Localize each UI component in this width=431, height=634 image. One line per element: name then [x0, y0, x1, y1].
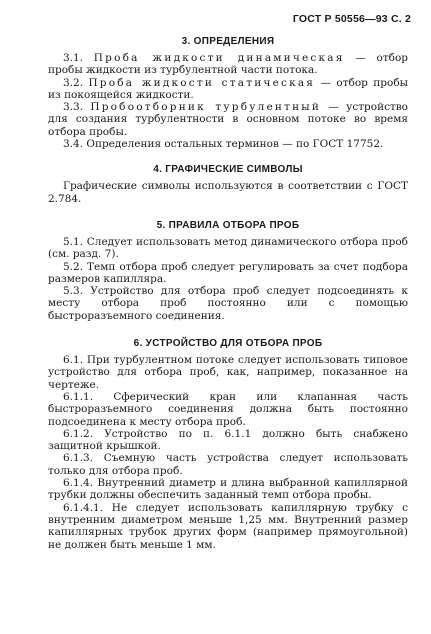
page-header: ГОСТ Р 50556—93 С. 2 — [292, 13, 411, 25]
paragraph-number: 3.1. — [63, 52, 84, 64]
term-turbulent-sampler: Пробоотборник турбулентный — [90, 101, 322, 114]
section-title-definitions: 3. ОПРЕДЕЛЕНИЯ — [181, 36, 275, 47]
paragraph-6-1-4-1: 6.1.4.1. Не следует использовать капиллярную трубку с внутренним диаметром меньше 1,25 мм. Внутренний размер капиллярных трубок других форм (например прямоугольной) не должен быть меньше 1 мм. — [48, 501, 408, 551]
paragraph-5-2: 5.2. Темп отбора проб следует регулировать за счет подбора размеров капилляра. — [48, 260, 408, 285]
section-definitions — [48, 36, 408, 150]
paragraph-6-1-3: 6.1.3. Съемную часть устройства следует использовать только для отбора проб. — [48, 452, 408, 477]
section-sampling-device — [48, 338, 408, 551]
paragraph-number: 3.2. — [63, 76, 84, 89]
section-title-graphic-symbols: 4. ГРАФИЧЕСКИЕ СИМВОЛЫ — [153, 164, 303, 176]
term-dynamic-sample: Проба жидкости динамическая — [93, 52, 345, 64]
paragraph-3-3 — [48, 101, 408, 138]
definition-text: — устройство для создания турбулентности в основном потоке во время отбора пробы. — [48, 101, 409, 138]
section-sampling-rules — [48, 220, 408, 322]
section-title-sampling-device: 6. УСТРОЙСТВО ДЛЯ ОТБОРА ПРОБ — [133, 338, 323, 350]
paragraph-number: 3.3. — [63, 101, 84, 114]
paragraph-5-3: 5.3. Устройство для отбора проб следует подсоединять к месту отбора проб постоянно или с помощью быстроразъемного соединения. — [48, 285, 408, 322]
paragraph-6-1-4: 6.1.4. Внутренний диаметр и длина выбранной капиллярной трубки должны обеспечить заданный темп отбора пробы. — [48, 477, 408, 502]
paragraph-3-1 — [48, 52, 408, 77]
paragraph-3-2 — [48, 77, 408, 102]
paragraph-6-1-2: 6.1.2. Устройство по п. 6.1.1 должно быть снабжено защитной крышкой. — [48, 427, 408, 453]
section-graphic-symbols — [48, 164, 408, 205]
term-static-sample: Проба жидкости статическая — [88, 76, 316, 89]
page-content — [48, 30, 408, 551]
definition-text: — отбор пробы из покоящейся жидкости. — [48, 76, 408, 101]
section-title-sampling-rules: 5. ПРАВИЛА ОТБОРА ПРОБ — [156, 219, 300, 231]
paragraph-6-1: 6.1. При турбулентном потоке следует использовать типовое устройство для отбора проб, как, например, показанное на чертеже. — [48, 354, 408, 391]
paragraph-3-4: 3.4. Определения остальных терминов — по ГОСТ 17752. — [63, 138, 384, 151]
paragraph-4: Графические символы используются в соответствии с ГОСТ 2.784. — [48, 180, 408, 205]
definition-text: — отбор пробы жидкости из турбулентной части потока. — [48, 52, 409, 77]
paragraph-5-1: 5.1. Следует использовать метод динамического отбора проб (см. разд. 7). — [48, 235, 408, 261]
paragraph-6-1-1: 6.1.1. Сферический кран или клапанная часть быстроразъемного соединения должна быть постоянно подсоединена к месту отбора проб. — [48, 390, 408, 428]
